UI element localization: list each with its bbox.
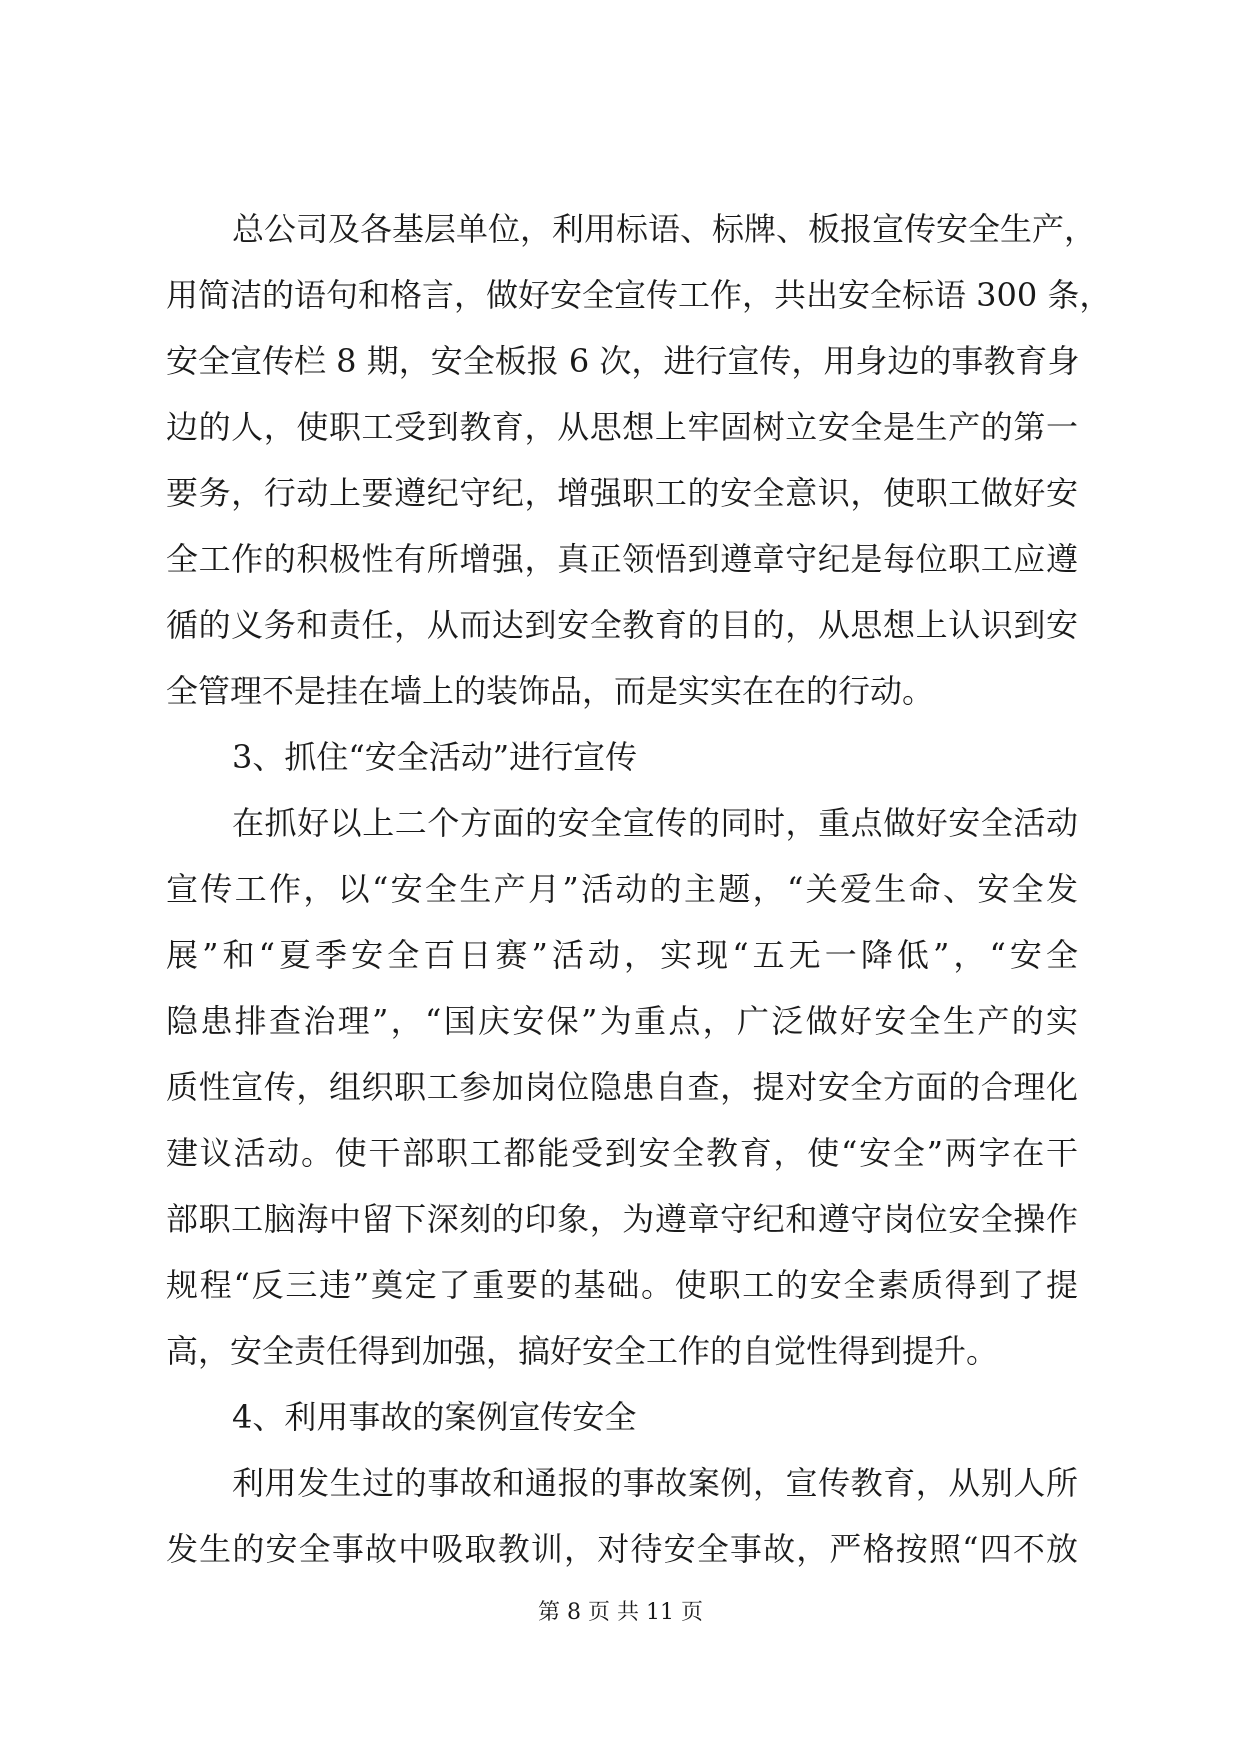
paragraph-line: 利用发生过的事故和通报的事故案例，宣传教育，从别人所 [232, 1464, 1078, 1502]
paragraph-line: 边的人，使职工受到教育，从思想上牢固树立安全是生产的第一 [166, 408, 1078, 446]
paragraph-line: 循的义务和责任，从而达到安全教育的目的，从思想上认识到安 [166, 606, 1078, 644]
paragraph-line: 安全宣传栏 8 期，安全板报 6 次，进行宣传，用身边的事教育身 [166, 342, 1080, 380]
paragraph-line: 建议活动。使干部职工都能受到安全教育，使“安全”两字在干 [166, 1134, 1078, 1172]
paragraph-line: 宣传工作，以“安全生产月”活动的主题，“关爱生命、安全发 [166, 870, 1078, 908]
paragraph-line: 全工作的积极性有所增强，真正领悟到遵章守纪是每位职工应遵 [166, 540, 1078, 578]
paragraph-line: 部职工脑海中留下深刻的印象，为遵章守纪和遵守岗位安全操作 [166, 1200, 1078, 1238]
paragraph-line: 规程“反三违”奠定了重要的基础。使职工的安全素质得到了提 [166, 1266, 1078, 1304]
section-heading: 4、利用事故的案例宣传安全 [232, 1398, 637, 1436]
paragraph-line: 展”和“夏季安全百日赛”活动，实现“五无一降低”，“安全 [166, 936, 1078, 974]
paragraph-line: 隐患排查治理”，“国庆安保”为重点，广泛做好安全生产的实 [166, 1002, 1078, 1040]
paragraph-line: 高，安全责任得到加强，搞好安全工作的自觉性得到提升。 [166, 1332, 999, 1370]
paragraph-line: 要务，行动上要遵纪守纪，增强职工的安全意识，使职工做好安 [166, 474, 1078, 512]
section-heading: 3、抓住“安全活动”进行宣传 [232, 738, 638, 776]
paragraph-line: 全管理不是挂在墙上的装饰品，而是实实在在的行动。 [166, 672, 935, 710]
page-number-footer: 第 8 页 共 11 页 [538, 1600, 703, 1625]
paragraph-line: 在抓好以上二个方面的安全宣传的同时，重点做好安全活动 [232, 804, 1078, 842]
paragraph-line: 用简洁的语句和格言，做好安全宣传工作，共出安全标语 300 条， [166, 276, 1112, 314]
paragraph-line: 总公司及各基层单位，利用标语、标牌、板报宣传安全生产， [232, 210, 1097, 248]
body-text [166, 196, 1112, 1582]
paragraph-line: 发生的安全事故中吸取教训，对待安全事故，严格按照“四不放 [166, 1530, 1078, 1568]
paragraph-line: 质性宣传，组织职工参加岗位隐患自查，提对安全方面的合理化 [166, 1068, 1078, 1106]
